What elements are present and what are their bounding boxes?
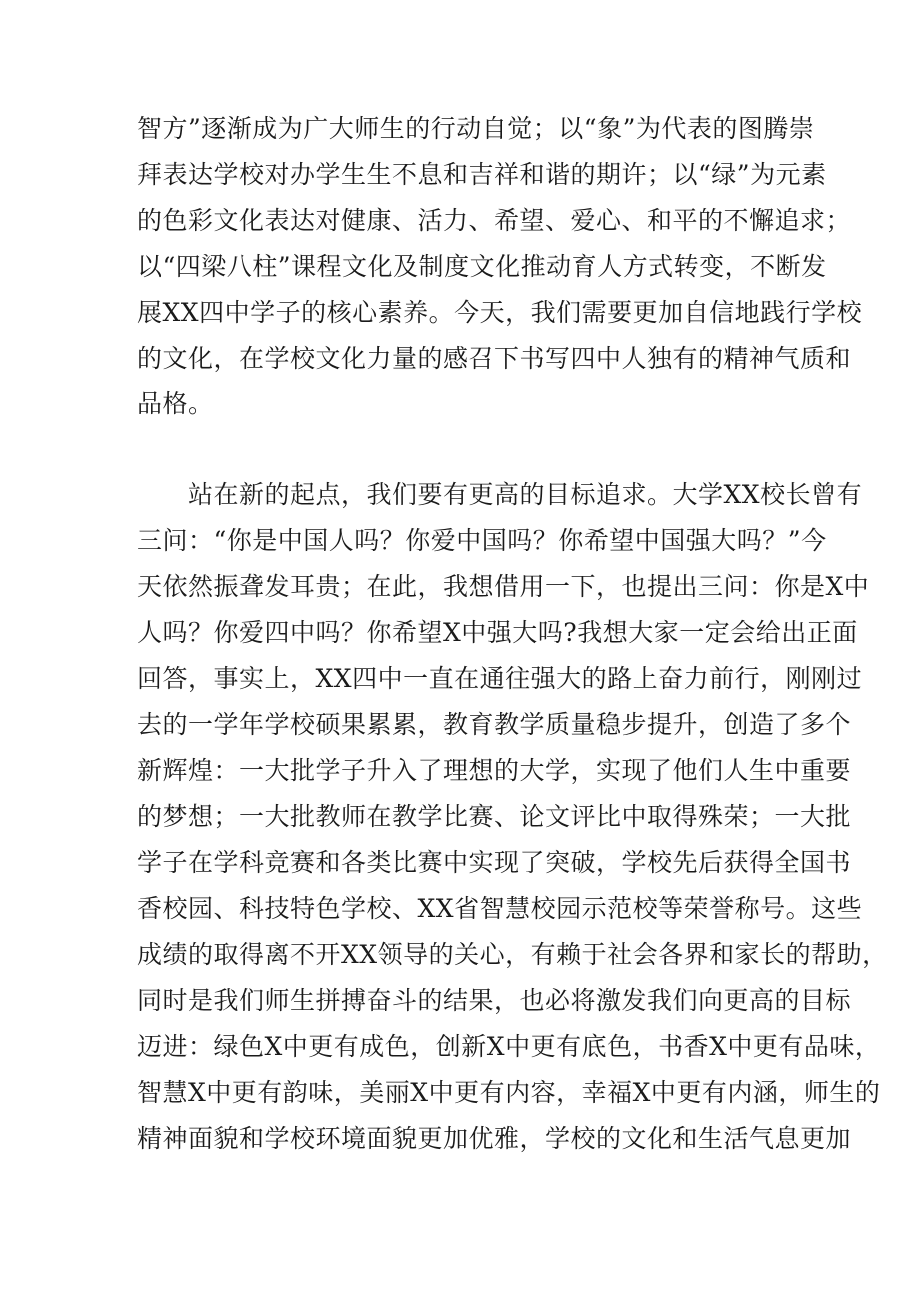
text-line-13: 去的一学年学校硕果累累，教育教学质量稳步提升，创造了多个 xyxy=(137,710,852,739)
text-line-10: 天依然振聋发耳贵；在此，我想借用一下，也提出三问：你是X中 xyxy=(137,572,870,601)
text-line-1: 智方”逐渐成为广大师生的行动自觉；以“象”为代表的图腾崇 xyxy=(137,114,815,143)
text-line-20: 迈进：绿色X中更有成色，创新X中更有底色，书香X中更有品味， xyxy=(137,1032,881,1061)
text-line-19: 同时是我们师生拼搏奋斗的结果，也必将激发我们向更高的目标 xyxy=(137,986,852,1015)
text-line-15: 的梦想；一大批教师在教学比赛、论文评比中取得殊荣；一大批 xyxy=(137,802,852,831)
text-line-8: 站在新的起点，我们要有更高的目标追求。大学XX校长曾有 xyxy=(188,480,863,509)
text-line-6: 的文化，在学校文化力量的感召下书写四中人独有的精神气质和 xyxy=(137,344,852,373)
text-line-9: 三问：“你是中国人吗？你爱中国吗？你希望中国强大吗？”今 xyxy=(137,526,827,555)
text-line-11: 人吗？你爱四中吗？你希望X中强大吗?我想大家一定会给出正面 xyxy=(137,618,858,647)
text-line-3: 的色彩文化表达对健康、活力、希望、爱心、和平的不懈追求； xyxy=(137,206,852,235)
text-line-22: 精神面貌和学校环境面貌更加优雅，学校的文化和生活气息更加 xyxy=(137,1124,852,1153)
text-line-4: 以“四梁八柱”课程文化及制度文化推动育人方式转变，不断发 xyxy=(137,252,827,281)
text-line-5: 展XX四中学子的核心素养。今天，我们需要更加自信地践行学校 xyxy=(137,298,863,327)
text-line-14: 新辉煌：一大批学子升入了理想的大学，实现了他们人生中重要 xyxy=(137,756,852,785)
text-line-17: 香校园、科技特色学校、XX省智慧校园示范校等荣誉称号。这些 xyxy=(137,894,863,923)
text-line-7: 品格。 xyxy=(137,389,214,418)
text-line-21: 智慧X中更有韵味，美丽X中更有内容，幸福X中更有内涵，师生的 xyxy=(137,1078,881,1107)
text-line-2: 拜表达学校对办学生生不息和吉祥和谐的期许；以“绿”为元素 xyxy=(137,160,827,189)
text-line-16: 学子在学科竞赛和各类比赛中实现了突破，学校先后获得全国书 xyxy=(137,848,852,877)
text-line-18: 成绩的取得离不开XX领导的关心，有赖于社会各界和家长的帮助， xyxy=(137,940,888,969)
text-line-12: 回答，事实上，XX四中一直在通往强大的路上奋力前行，刚刚过 xyxy=(137,664,863,693)
